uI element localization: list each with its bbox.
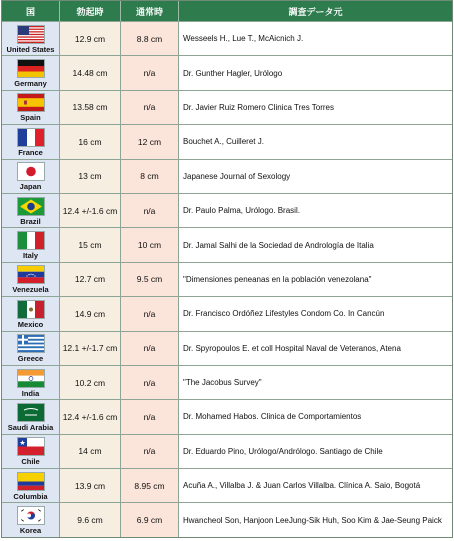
source-text: Dr. Javier Ruiz Romero Clinica Tres Torres (179, 91, 452, 124)
country-cell (2, 228, 60, 261)
korea-flag-icon (17, 506, 45, 525)
size-comparison-table (1, 0, 453, 538)
country-cell (2, 503, 60, 536)
erect-length: 12.7 cm (60, 263, 121, 296)
france-flag-icon (17, 128, 45, 147)
erect-length: 12.4 +/-1.6 cm (60, 194, 121, 227)
country-cell (2, 435, 60, 468)
country-name: India (21, 388, 40, 398)
country-name: Germany (14, 79, 47, 89)
normal-length: n/a (121, 91, 179, 124)
table-row (2, 331, 452, 365)
country-name: Saudi Arabia (7, 422, 54, 432)
saudi-arabia-flag-icon (17, 403, 45, 422)
source-text: Dr. Francisco Ordóñez Lifestyles Condom Co. In Cancún (179, 297, 452, 330)
normal-length: n/a (121, 332, 179, 365)
source-text: Bouchet A., Cuilleret J. (179, 125, 452, 158)
normal-length: n/a (121, 194, 179, 227)
erect-length: 14 cm (60, 435, 121, 468)
country-cell (2, 332, 60, 365)
header-normal: 通常時 (121, 1, 179, 21)
erect-length: 12.4 +/-1.6 cm (60, 400, 121, 433)
header-erect: 勃起時 (60, 1, 121, 21)
brazil-flag-icon (17, 197, 45, 216)
table-row (2, 193, 452, 227)
country-name: United States (6, 44, 55, 54)
mexico-flag-icon (17, 300, 45, 319)
normal-length: n/a (121, 400, 179, 433)
header-country: 国 (2, 1, 60, 21)
table-row (2, 399, 452, 433)
normal-length: 8.8 cm (121, 22, 179, 55)
source-text: Dr. Eduardo Pino, Urólogo/Andrólogo. Santiago de Chile (179, 435, 452, 468)
normal-length: n/a (121, 297, 179, 330)
erect-length: 16 cm (60, 125, 121, 158)
normal-length: n/a (121, 56, 179, 89)
greece-flag-icon (17, 334, 45, 353)
normal-length: 6.9 cm (121, 503, 179, 536)
india-flag-icon (17, 369, 45, 388)
chile-flag-icon (17, 437, 45, 456)
table-row (2, 227, 452, 261)
table-header (2, 1, 452, 21)
spain-flag-icon (17, 93, 45, 112)
erect-length: 13 cm (60, 160, 121, 193)
country-name: Brazil (20, 216, 41, 226)
country-cell (2, 125, 60, 158)
erect-length: 14.9 cm (60, 297, 121, 330)
normal-length: 12 cm (121, 125, 179, 158)
table-row (2, 21, 452, 55)
erect-length: 15 cm (60, 228, 121, 261)
table-row (2, 502, 452, 536)
source-text: Japanese Journal of Sexology (179, 160, 452, 193)
source-text: Wesseels H., Lue T., McAicnich J. (179, 22, 452, 55)
table-row (2, 124, 452, 158)
normal-length: 9.5 cm (121, 263, 179, 296)
normal-length: n/a (121, 366, 179, 399)
country-cell (2, 469, 60, 502)
source-text: "Dimensiones peneanas en la población venezolana" (179, 263, 452, 296)
source-text: Dr. Spyropoulos E. et coll Hospital Naval de Veteranos, Atena (179, 332, 452, 365)
country-name: Japan (19, 182, 42, 192)
country-name: Mexico (17, 319, 44, 329)
country-name: Italy (22, 251, 38, 261)
normal-length: n/a (121, 435, 179, 468)
source-text: "The Jacobus Survey" (179, 366, 452, 399)
source-text: Dr. Jamal Salhi de la Sociedad de Andrología de Italia (179, 228, 452, 261)
erect-length: 10.2 cm (60, 366, 121, 399)
us-flag-icon (17, 25, 45, 44)
erect-length: 14.48 cm (60, 56, 121, 89)
erect-length: 13.9 cm (60, 469, 121, 502)
country-cell (2, 56, 60, 89)
header-source: 調査データ元 (288, 6, 343, 17)
table-row (2, 90, 452, 124)
erect-length: 12.9 cm (60, 22, 121, 55)
source-text: Acuña A., Villalba J. & Juan Carlos Villalba. Clínica A. Saio, Bogotá (179, 469, 452, 502)
country-cell (2, 91, 60, 124)
erect-length: 9.6 cm (60, 503, 121, 536)
country-cell (2, 194, 60, 227)
japan-flag-icon (17, 162, 45, 181)
country-name: Greece (17, 354, 44, 364)
normal-length: 8.95 cm (121, 469, 179, 502)
source-text: Dr. Gunther Hagler, Urólogo (179, 56, 452, 89)
source-text: Dr. Paulo Palma, Urólogo. Brasil. (179, 194, 452, 227)
country-cell (2, 263, 60, 296)
country-name: Columbia (13, 491, 48, 501)
table-row (2, 55, 452, 89)
erect-length: 12.1 +/-1.7 cm (60, 332, 121, 365)
country-name: Chile (21, 457, 40, 467)
country-name: Spain (20, 113, 41, 123)
normal-length: 8 cm (121, 160, 179, 193)
country-cell (2, 400, 60, 433)
source-text: Hwancheol Son, Hanjoon LeeJung-Sik Huh, Soo Kim & Jae-Seung Paick (179, 503, 452, 536)
germany-flag-icon (17, 59, 45, 78)
colombia-flag-icon (17, 472, 45, 491)
country-name: Korea (19, 526, 42, 536)
table-row (2, 262, 452, 296)
normal-length: 10 cm (121, 228, 179, 261)
venezuela-flag-icon (17, 265, 45, 284)
erect-length: 13.58 cm (60, 91, 121, 124)
country-cell (2, 22, 60, 55)
table-row (2, 468, 452, 502)
italy-flag-icon (17, 231, 45, 250)
source-text: Dr. Mohamed Habos. Clinica de Comportamientos (179, 400, 452, 433)
country-cell (2, 160, 60, 193)
country-name: Venezuela (12, 285, 49, 295)
country-cell (2, 366, 60, 399)
table-row (2, 434, 452, 468)
country-cell (2, 297, 60, 330)
table-row (2, 159, 452, 193)
country-name: France (18, 147, 43, 157)
table-row (2, 296, 452, 330)
table-row (2, 365, 452, 399)
